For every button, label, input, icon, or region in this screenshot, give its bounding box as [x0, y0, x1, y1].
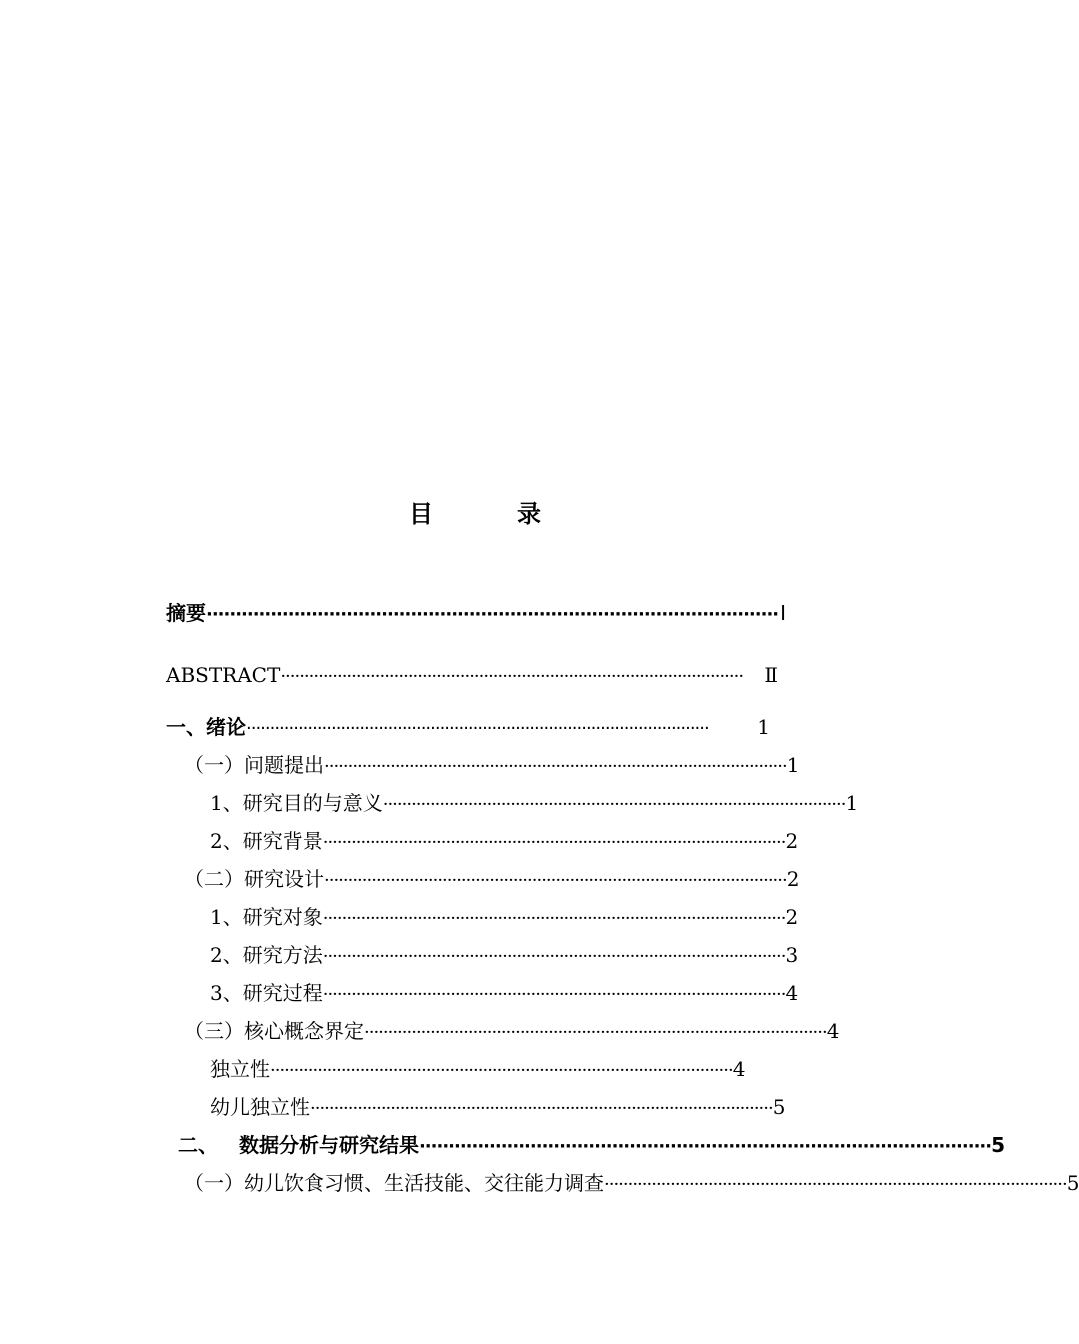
- toc-entry-abstract-en[interactable]: [166, 662, 778, 690]
- toc-entry-page: Ⅰ: [780, 601, 786, 625]
- toc-entry-text: （二）研究设计: [184, 867, 324, 891]
- toc-entry-page: 5: [1066, 1171, 1079, 1195]
- toc-leader-dots: ··································································································: [322, 832, 786, 853]
- toc-entry-text: （一）问题提出: [184, 753, 324, 777]
- toc-leader-dots: ··································································································: [322, 946, 786, 967]
- toc-entry-1-3-1[interactable]: [210, 1056, 746, 1084]
- toc-entry-text: 1、研究对象: [210, 905, 323, 929]
- toc-entry-chapter-1[interactable]: [166, 714, 770, 742]
- toc-entry-page: 2: [786, 867, 800, 891]
- toc-entry-text: 2、研究方法: [210, 943, 323, 967]
- toc-entry-page: 1: [757, 715, 770, 739]
- toc-entry-chapter-2[interactable]: [178, 1132, 1006, 1160]
- toc-entry-1-1[interactable]: [184, 752, 800, 780]
- toc-entry-page: Ⅱ: [764, 663, 778, 687]
- toc-entry-1-2[interactable]: [184, 866, 800, 894]
- toc-leader-dots: ··································································································: [280, 666, 744, 687]
- toc-entry-page: 3: [785, 943, 799, 967]
- toc-leader-dots: ··································································································: [604, 1174, 1067, 1195]
- toc-entry-text: 幼儿独立性: [210, 1095, 310, 1119]
- toc-entry-page: 2: [785, 905, 799, 929]
- toc-leader-dots: ··································································································: [322, 984, 786, 1005]
- toc-entry-text: 二、 数据分析与研究结果: [178, 1133, 419, 1157]
- toc-leader-dots: ··································································································: [324, 870, 787, 891]
- toc-title: 目 录: [409, 500, 571, 528]
- toc-leader-dots: ··································································································: [324, 756, 787, 777]
- toc-entry-page: 4: [785, 981, 799, 1005]
- toc-leader-dots: ··································································································: [270, 1060, 733, 1081]
- toc-entry-text: 1、研究目的与意义: [210, 791, 383, 815]
- toc-entry-page: 4: [732, 1057, 746, 1081]
- toc-entry-page: 4: [826, 1019, 840, 1043]
- toc-entry-text: ABSTRACT: [166, 663, 281, 687]
- toc-leader-dots: ··································································································: [310, 1098, 773, 1119]
- toc-entry-text: 3、研究过程: [210, 981, 323, 1005]
- toc-entry-1-3[interactable]: [184, 1018, 840, 1046]
- toc-entry-text: 摘要: [166, 601, 206, 625]
- toc-entry-1-2-2[interactable]: [210, 942, 799, 970]
- toc-entry-abstract-cn[interactable]: [166, 600, 786, 628]
- toc-entry-1-3-2[interactable]: [210, 1094, 786, 1122]
- toc-entry-text: （三）核心概念界定: [184, 1019, 364, 1043]
- toc-leader-dots: ··································································································: [382, 794, 846, 815]
- toc-leader-dots: ··································································································: [206, 604, 779, 625]
- toc-entry-page: 5: [772, 1095, 786, 1119]
- toc-entry-page: 1: [786, 753, 800, 777]
- toc-entry-1-1-2[interactable]: [210, 828, 799, 856]
- toc-entry-2-1[interactable]: [184, 1170, 1079, 1198]
- toc-entry-1-2-3[interactable]: [210, 980, 799, 1008]
- toc-entry-text: 独立性: [210, 1057, 270, 1081]
- toc-entry-1-2-1[interactable]: [210, 904, 799, 932]
- toc-entry-text: （一）幼儿饮食习惯、生活技能、交往能力调查: [184, 1171, 604, 1195]
- toc-leader-dots: ··································································································: [322, 908, 786, 929]
- toc-entry-1-1-1[interactable]: [210, 790, 859, 818]
- toc-entry-text: 一、绪论: [166, 715, 246, 739]
- toc-entry-page: 1: [845, 791, 859, 815]
- toc-leader-dots: ··································································································: [246, 718, 709, 739]
- toc-entry-page: 2: [785, 829, 799, 853]
- toc-leader-dots: ··································································································: [418, 1136, 992, 1157]
- toc-entry-page: 5: [991, 1133, 1006, 1157]
- toc-leader-dots: ··································································································: [364, 1022, 827, 1043]
- toc-entry-text: 2、研究背景: [210, 829, 323, 853]
